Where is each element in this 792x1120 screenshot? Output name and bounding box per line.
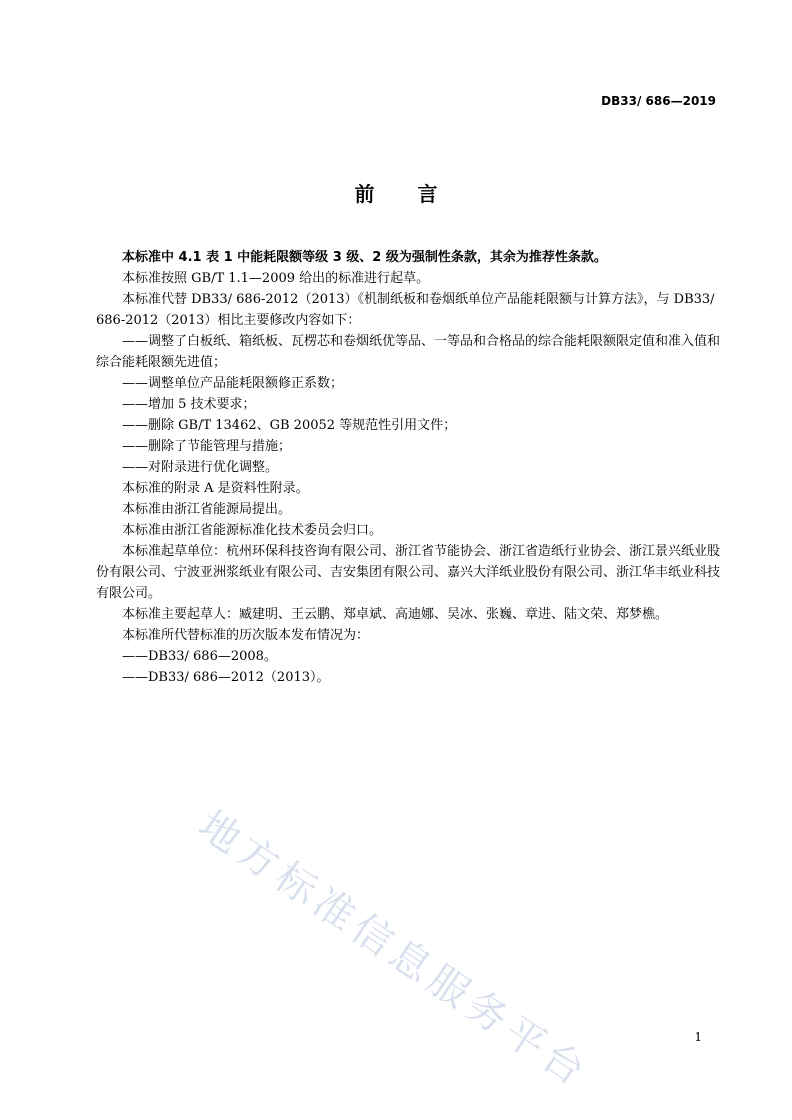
foreword-body xyxy=(96,247,720,688)
change-item: ——删除了节能管理与措施； xyxy=(122,439,292,454)
history-item: ——DB33/ 686—2012（2013）。 xyxy=(122,670,330,685)
standard-code: DB33/ 686—2019 xyxy=(601,94,716,108)
change-item: ——调整单位产品能耗限额修正系数； xyxy=(122,376,344,391)
change-item: ——增加 5 技术要求； xyxy=(122,397,256,412)
appendix-note: 本标准的附录 A 是资料性附录。 xyxy=(122,481,309,496)
watermark: 地方标准信息服务平台 xyxy=(190,802,598,1098)
committee-note: 本标准由浙江省能源标准化技术委员会归口。 xyxy=(122,523,383,538)
page-number: 1 xyxy=(694,1030,702,1044)
proposer-note: 本标准由浙江省能源局提出。 xyxy=(122,502,292,517)
change-item: ——删除 GB/T 13462、GB 20052 等规范性引用文件； xyxy=(122,418,457,433)
drafting-rule-paragraph: 本标准按照 GB/T 1.1—2009 给出的标准进行起草。 xyxy=(122,271,430,286)
drafters: 本标准主要起草人：臧建明、王云鹏、郑卓斌、高迪娜、吴冰、张巍、章进、陆文荣、郑梦樵。 xyxy=(122,607,669,622)
history-heading: 本标准所代替标准的历次版本发布情况为： xyxy=(122,628,370,643)
page-title: 前 言 xyxy=(354,182,456,206)
history-item: ——DB33/ 686—2008。 xyxy=(122,649,277,664)
change-item: ——调整了白板纸、箱纸板、瓦楞芯和卷烟纸优等品、一等品和合格品的综合能耗限额限定值和准入值和综合能耗限额先进值； xyxy=(96,334,721,370)
drafting-units: 本标准起草单位：杭州环保科技咨询有限公司、浙江省节能协会、浙江省造纸行业协会、浙江景兴纸业股份有限公司、宁波亚洲浆纸业有限公司、吉安集团有限公司、嘉兴大洋纸业股份有限公司、浙江华丰纸业科技有限公司。 xyxy=(96,544,721,601)
change-item: ——对附录进行优化调整。 xyxy=(122,460,279,475)
replacement-paragraph: 本标准代替 DB33/ 686-2012（2013）《机制纸板和卷烟纸单位产品能耗限额与计算方法》，与 DB33/ 686-2012（2013）相比主要修改内容如下： xyxy=(96,292,715,328)
mandatory-clause-paragraph: 本标准中 4.1 表 1 中能耗限额等级 3 级、2 级为强制性条款，其余为推荐性条款。 xyxy=(122,250,607,265)
